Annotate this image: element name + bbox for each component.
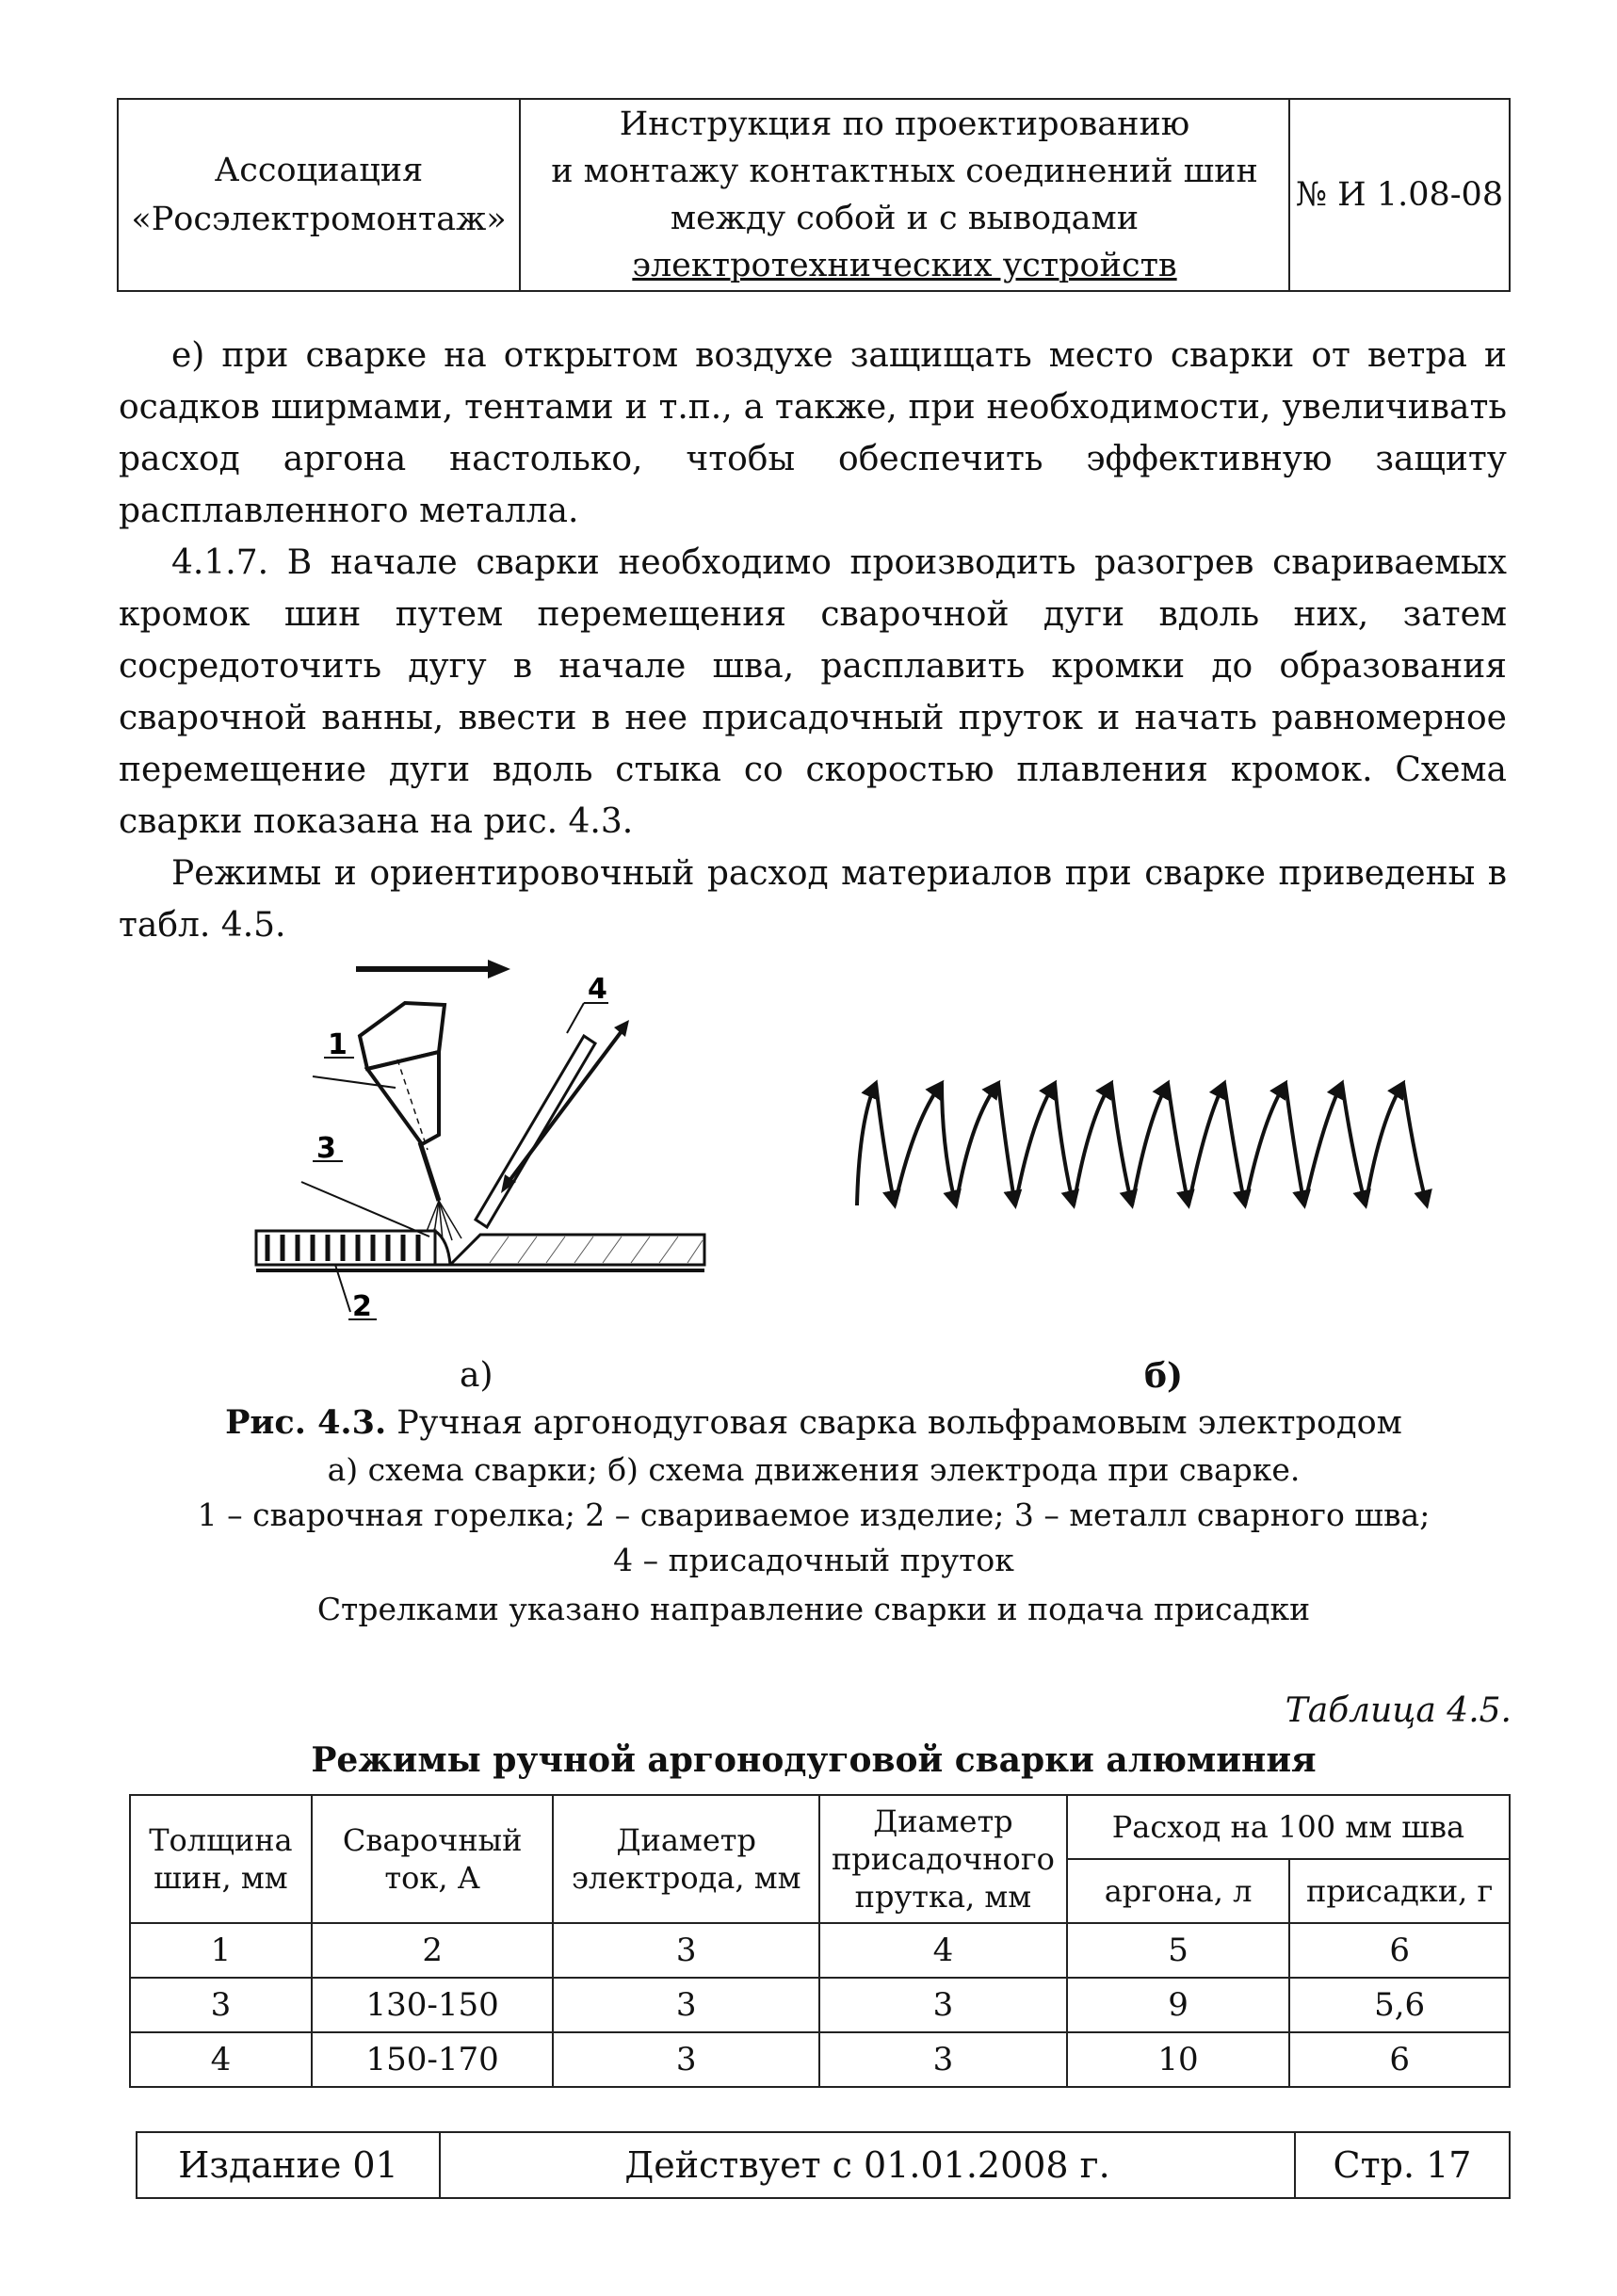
torch-shape <box>360 1003 445 1201</box>
filler-rod-shape <box>476 1036 595 1227</box>
table-cell: 3 <box>130 1978 312 2032</box>
table-cell: 5 <box>1067 1923 1289 1978</box>
callout-4: 4 <box>588 973 607 1006</box>
organization-cell <box>119 100 521 290</box>
callout-1: 1 <box>328 1028 348 1061</box>
table-number: Таблица 4.5. <box>1285 1691 1512 1730</box>
header-argon: аргона, л <box>1067 1859 1289 1923</box>
table-row <box>130 1978 1510 2032</box>
document-title-cell <box>521 100 1290 290</box>
table-cell: 10 <box>1067 2032 1289 2087</box>
figure-label-a: а) <box>460 1356 493 1395</box>
header-filler-mass: присадки, г <box>1289 1859 1510 1923</box>
figure-caption-line-4: 4 – присадочный пруток <box>613 1542 1014 1578</box>
title-line-1: Инструкция по проектированию <box>619 105 1190 143</box>
edition-cell: Издание 01 <box>137 2133 441 2197</box>
table-cell: 130-150 <box>312 1978 554 2032</box>
table-cell: 1 <box>130 1923 312 1978</box>
header-thickness: Толщина шин, мм <box>130 1795 312 1923</box>
figure-caption-title <box>117 1400 1511 1446</box>
table-title: Режимы ручной аргонодуговой сварки алюминия <box>311 1740 1317 1780</box>
header-current: Сварочный ток, А <box>312 1795 554 1923</box>
header-electrode: Диаметр электрода, мм <box>553 1795 819 1923</box>
table-row <box>130 2032 1510 2087</box>
figure-caption-line-2: а) схема сварки; б) схема движения электрода при сварке. <box>327 1451 1301 1488</box>
table-cell: 150-170 <box>312 2032 554 2087</box>
table-cell: 3 <box>553 2032 819 2087</box>
organization-name-2: «Росэлектромонтаж» <box>131 201 507 238</box>
title-line-2: и монтажу контактных соединений шин <box>551 153 1258 190</box>
table-cell: 6 <box>1289 2032 1510 2087</box>
table-cell: 4 <box>819 1923 1067 1978</box>
figure-label-b: б) <box>1144 1356 1184 1396</box>
table-cell: 3 <box>553 1923 819 1978</box>
figure-number: Рис. 4.3. <box>225 1403 387 1442</box>
table-numbering-row <box>130 1923 1510 1978</box>
table-cell: 5,6 <box>1289 1978 1510 2032</box>
effective-date-cell: Действует с 01.01.2008 г. <box>441 2133 1296 2197</box>
table-cell: 3 <box>819 1978 1067 2032</box>
table-cell: 6 <box>1289 1923 1510 1978</box>
document-footer <box>136 2131 1511 2199</box>
table-header-row <box>130 1795 1510 1859</box>
callout-3: 3 <box>316 1132 336 1165</box>
table-cell: 3 <box>819 2032 1067 2087</box>
document-number-cell <box>1290 100 1509 290</box>
document-header <box>117 98 1511 292</box>
welding-modes-table <box>129 1794 1511 2088</box>
table-cell: 9 <box>1067 1978 1289 2032</box>
figure-title: Ручная аргонодуговая сварка вольфрамовым электродом <box>386 1404 1402 1442</box>
paragraph-e: е) при сварке на открытом воздухе защищать место сварки от ветра и осадков ширмами, тентами и т.п., а также, при необходимости, увеличивать расход аргона настолько, чтобы обеспечить эффективную защиту расплавленного металла. <box>119 336 1507 530</box>
title-line-3: между собой и с выводами <box>670 200 1140 237</box>
table-cell: 2 <box>312 1923 554 1978</box>
weld-bead-shape <box>256 1231 450 1265</box>
table-cell: 3 <box>553 1978 819 2032</box>
callout-2: 2 <box>352 1290 372 1323</box>
direction-arrow <box>356 960 510 978</box>
page-number-cell: Стр. 17 <box>1333 2144 1472 2186</box>
document-number: № И 1.08-08 <box>1295 176 1504 214</box>
header-filler-diameter: Диаметр присадочного прутка, мм <box>819 1795 1067 1923</box>
paragraph-4-1-7: 4.1.7. В начале сварки необходимо производить разогрев свариваемых кромок шин путем перемещения сварочной дуги вдоль них, затем сосредоточить дугу в начале шва, расплавить кромки до образования сварочной ванны, ввести в нее присадочный пруток и начать равномерное перемещение дуги вдоль стыка со скоростью плавления кромок. Схема сварки показана на рис. 4.3. <box>119 543 1507 841</box>
header-consumption: Расход на 100 мм шва <box>1067 1795 1510 1859</box>
organization-name: Ассоциация <box>214 152 424 189</box>
welding-scheme-diagram <box>245 946 735 1342</box>
feed-arrow <box>501 1020 629 1193</box>
paragraph-modes: Режимы и ориентировочный расход материалов при сварке приведены в табл. 4.5. <box>119 854 1507 945</box>
table-cell: 4 <box>130 2032 312 2087</box>
figure-caption-line-5: Стрелками указано направление сварки и подача присадки <box>316 1591 1311 1627</box>
title-line-4: электротехнических устройств <box>632 247 1177 284</box>
electrode-motion-diagram <box>838 1064 1497 1234</box>
figure-caption-line-3: 1 – сварочная горелка; 2 – свариваемое изделие; 3 – металл сварного шва; <box>197 1496 1431 1533</box>
